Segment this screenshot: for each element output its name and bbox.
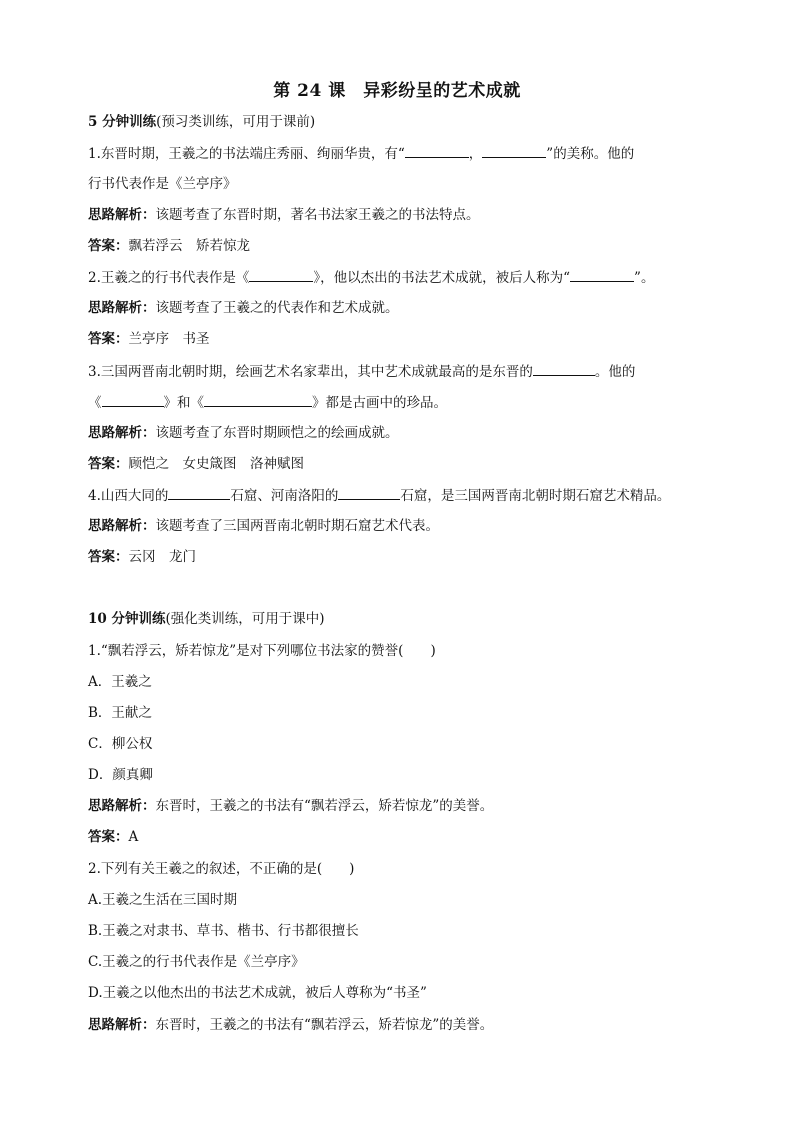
s1-q3-text-c: 《	[88, 395, 102, 411]
analysis-label: 思路解析：	[88, 207, 156, 223]
s1-q4-answer	[88, 548, 728, 566]
s1-q1-text-c: ”的美称。他的	[546, 146, 635, 162]
s2-q2-stem: 2.下列有关王羲之的叙述，不正确的是( )	[88, 861, 355, 877]
s1-q3-text-a: 3.三国两晋南北朝时期，绘画艺术名家辈出，其中艺术成就最高的是东晋的	[88, 364, 533, 380]
answer-label: 答案：	[88, 829, 129, 845]
s2-q2-analysis	[88, 1016, 728, 1034]
answer-text: A	[128, 829, 139, 845]
answer-text: 顾恺之 女史箴图 洛神赋图	[128, 456, 304, 472]
s1-q2-text-a: 2.王羲之的行书代表作是《	[88, 270, 250, 286]
s1-q4-text-c: 石窟，是三国两晋南北朝时期石窟艺术精品。	[400, 488, 671, 504]
section1-heading-label: 5 分钟训练	[88, 114, 157, 130]
s1-q3-blank-3	[204, 393, 312, 407]
answer-label: 答案：	[88, 549, 129, 565]
s2-q1-stem: 1.“飘若浮云，矫若惊龙”是对下列哪位书法家的赞誉( )	[88, 643, 436, 659]
section2-heading	[88, 610, 728, 628]
analysis-label: 思路解析：	[88, 518, 156, 534]
s1-q2-analysis	[88, 299, 728, 317]
section2-heading-label: 10 分钟训练	[88, 611, 166, 627]
s1-q2-answer	[88, 330, 728, 348]
analysis-label: 思路解析：	[88, 300, 156, 316]
answer-text: 飘若浮云 矫若惊龙	[128, 238, 250, 254]
analysis-text: 该题考查了三国两晋南北朝时期石窟艺术代表。	[155, 518, 439, 534]
s2-q1-answer	[88, 828, 728, 846]
s1-q2-text-b: 》，他以杰出的书法艺术成就，被后人称为“	[313, 270, 571, 286]
s1-q2-line1	[88, 268, 728, 287]
page-title: 第 24 课 异彩纷呈的艺术成就	[273, 81, 521, 101]
s1-q2-text-c: ”。	[634, 270, 655, 286]
analysis-label: 思路解析：	[88, 425, 156, 441]
answer-label: 答案：	[88, 331, 129, 347]
s1-q3-text-b: 。他的	[594, 364, 636, 380]
section1-heading	[88, 113, 728, 131]
s1-q4-blank-2	[338, 486, 400, 500]
analysis-label: 思路解析：	[88, 1017, 156, 1033]
s1-q3-blank-1	[533, 362, 595, 376]
s1-q1-blank-1	[405, 144, 469, 158]
analysis-text: 东晋时，王羲之的书法有“飘若浮云，矫若惊龙”的美誉。	[155, 798, 494, 814]
s1-q1-blank-2	[482, 144, 546, 158]
s1-q4-analysis	[88, 517, 728, 535]
s1-q1-line1	[88, 144, 728, 163]
answer-text: 云冈 龙门	[128, 549, 196, 565]
s1-q2-blank-2	[570, 268, 634, 282]
answer-text: 兰亭序 书圣	[128, 331, 210, 347]
s1-q3-text-e: 》都是古画中的珍品。	[312, 395, 447, 411]
answer-label: 答案：	[88, 456, 129, 472]
s1-q1-text-b: ，	[468, 146, 483, 162]
s1-q1-answer	[88, 237, 728, 255]
s1-q3-answer	[88, 455, 728, 473]
analysis-label: 思路解析：	[88, 798, 156, 814]
s1-q1-text-a: 1.东晋时期，王羲之的书法端庄秀丽、绚丽华贵，有“	[88, 146, 405, 162]
s1-q1-analysis	[88, 206, 728, 224]
s1-q1-line2: 行书代表作是《兰亭序》	[88, 176, 237, 192]
s1-q4-blank-1	[168, 486, 230, 500]
analysis-text: 该题考查了王羲之的代表作和艺术成就。	[155, 300, 399, 316]
s2-q1-option-c: C．柳公权	[88, 736, 153, 752]
s2-q2-option-c: C.王羲之的行书代表作是《兰亭序》	[88, 954, 305, 970]
s2-q2-option-a: A.王羲之生活在三国时期	[88, 892, 238, 908]
s1-q3-line1	[88, 362, 728, 381]
s2-q1-analysis	[88, 797, 728, 815]
s1-q2-blank-1	[249, 268, 313, 282]
section2-heading-note: (强化类训练，可用于课中)	[165, 611, 325, 627]
answer-label: 答案：	[88, 238, 129, 254]
s1-q3-line2	[88, 393, 728, 412]
analysis-text: 该题考查了东晋时期，著名书法家王羲之的书法特点。	[155, 207, 480, 223]
analysis-text: 东晋时，王羲之的书法有“飘若浮云，矫若惊龙”的美誉。	[155, 1017, 494, 1033]
s2-q2-option-b: B.王羲之对隶书、草书、楷书、行书都很擅长	[88, 923, 359, 939]
section1-heading-note: (预习类训练，可用于课前)	[156, 114, 316, 130]
s1-q4-text-b: 石窟、河南洛阳的	[230, 488, 339, 504]
analysis-text: 该题考查了东晋时期顾恺之的绘画成就。	[155, 425, 399, 441]
s1-q4-line1	[88, 486, 728, 505]
s2-q1-option-a: A．王羲之	[88, 674, 152, 690]
s2-q1-option-d: D．颜真卿	[88, 767, 153, 783]
s1-q3-blank-2	[102, 393, 164, 407]
s1-q4-text-a: 4.山西大同的	[88, 488, 169, 504]
s1-q3-text-d: 》和《	[163, 395, 204, 411]
s1-q3-analysis	[88, 424, 728, 442]
s2-q2-option-d: D.王羲之以他杰出的书法艺术成就，被后人尊称为“书圣”	[88, 985, 427, 1001]
s2-q1-option-b: B．王献之	[88, 705, 152, 721]
